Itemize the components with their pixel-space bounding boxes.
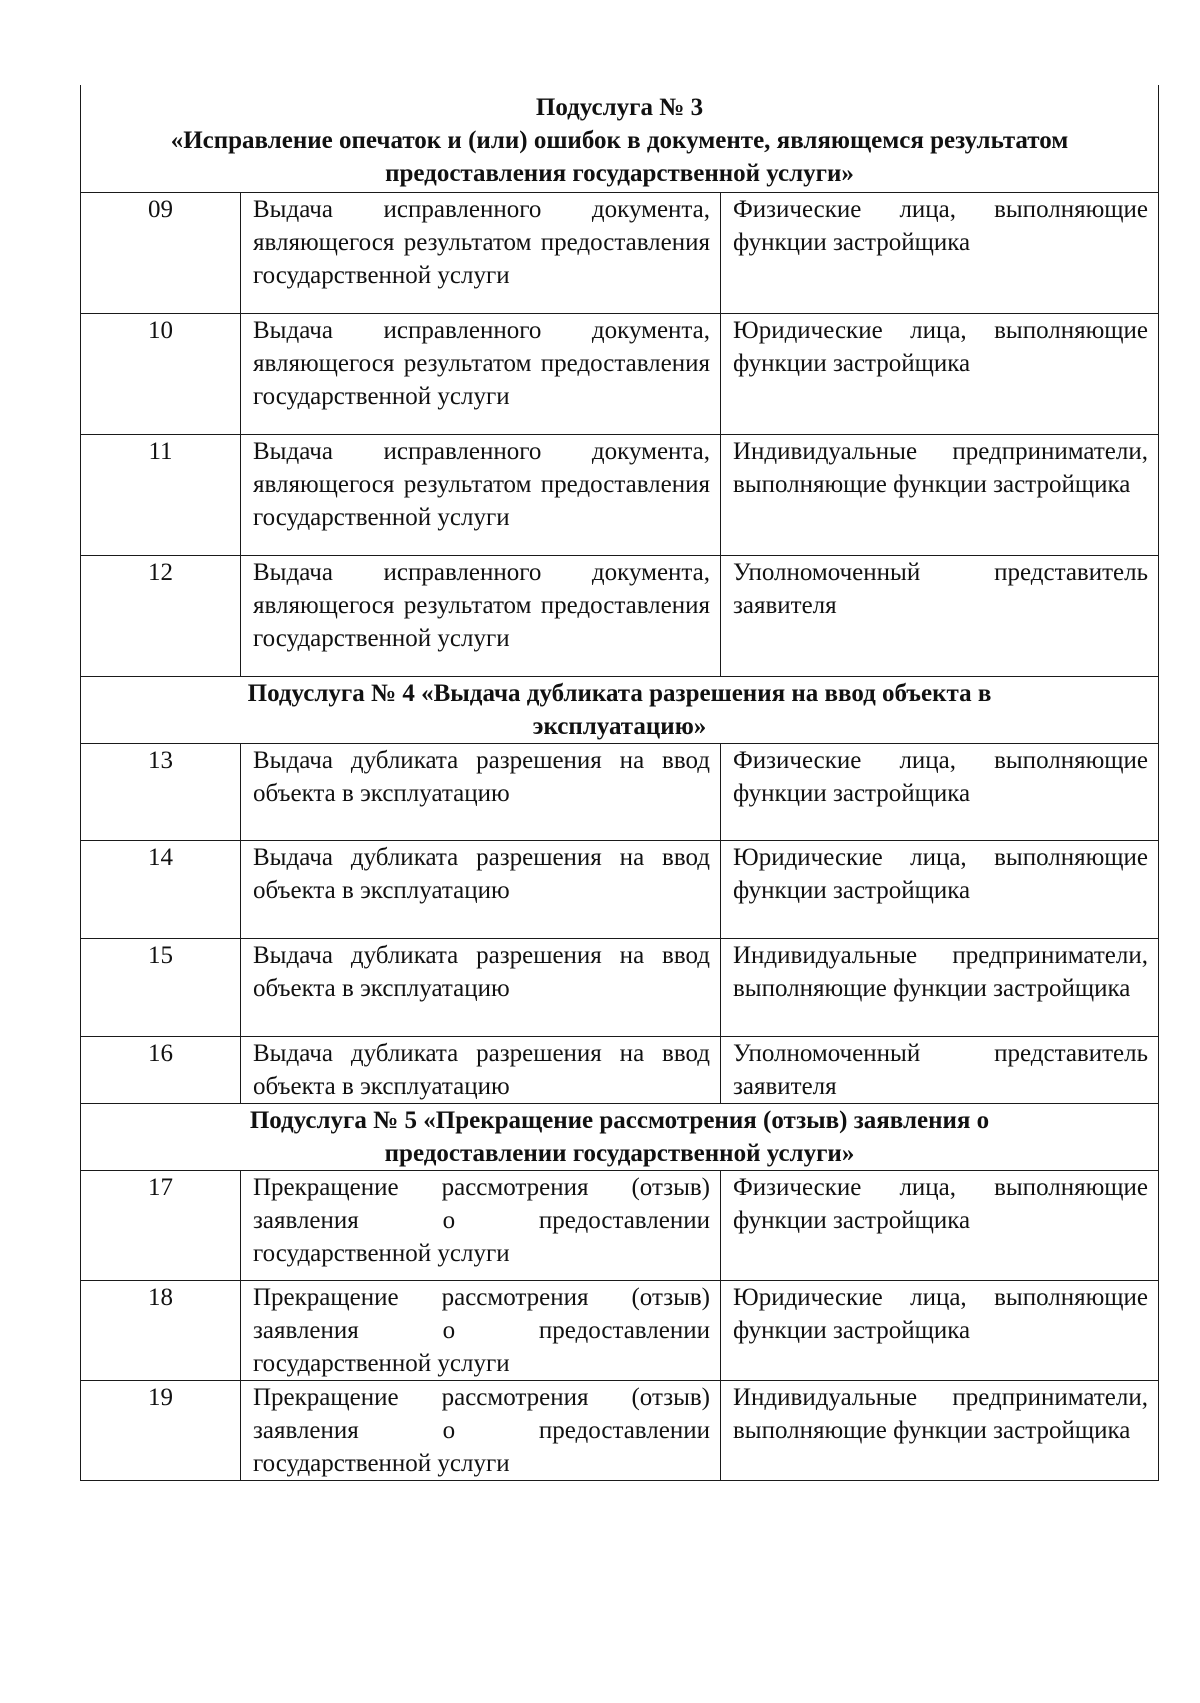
row-description: Выдача исправленного документа, являющегося результатом предоставления государственной услуги xyxy=(241,314,721,435)
table-row xyxy=(81,1281,1159,1381)
row-description: Выдача исправленного документа, являющегося результатом предоставления государственной услуги xyxy=(241,556,721,677)
section-title-line: Подуслуга № 5 «Прекращение рассмотрения (отзыв) заявления о xyxy=(249,1107,990,1134)
row-number: 17 xyxy=(81,1171,241,1281)
services-table xyxy=(80,85,1159,1481)
row-applicant: Юридические лица, выполняющие функции застройщика xyxy=(721,1281,1159,1381)
section-title xyxy=(81,85,1159,193)
table-row xyxy=(81,744,1159,841)
row-number: 10 xyxy=(81,314,241,435)
row-number: 13 xyxy=(81,744,241,841)
row-number: 16 xyxy=(81,1037,241,1104)
row-applicant: Уполномоченный представитель заявителя xyxy=(721,556,1159,677)
row-description: Выдача исправленного документа, являющегося результатом предоставления государственной услуги xyxy=(241,435,721,556)
row-applicant: Физические лица, выполняющие функции застройщика xyxy=(721,744,1159,841)
table-row xyxy=(81,939,1159,1037)
section-header-4 xyxy=(81,677,1159,744)
section-title xyxy=(81,1104,1159,1171)
row-description: Выдача исправленного документа, являющегося результатом предоставления государственной услуги xyxy=(241,193,721,314)
section-title xyxy=(81,677,1159,744)
row-number: 18 xyxy=(81,1281,241,1381)
row-applicant: Индивидуальные предприниматели, выполняющие функции застройщика xyxy=(721,435,1159,556)
table-row xyxy=(81,1037,1159,1104)
section-title-line: предоставления государственной услуги» xyxy=(385,160,854,187)
section-header-3 xyxy=(81,85,1159,193)
row-number: 15 xyxy=(81,939,241,1037)
row-description: Прекращение рассмотрения (отзыв) заявления о предоставлении государственной услуги xyxy=(241,1381,721,1481)
row-number: 12 xyxy=(81,556,241,677)
row-description: Прекращение рассмотрения (отзыв) заявления о предоставлении государственной услуги xyxy=(241,1281,721,1381)
row-description: Прекращение рассмотрения (отзыв) заявления о предоставлении государственной услуги xyxy=(241,1171,721,1281)
row-description: Выдача дубликата разрешения на ввод объекта в эксплуатацию xyxy=(241,1037,721,1104)
row-number: 19 xyxy=(81,1381,241,1481)
row-applicant: Индивидуальные предприниматели, выполняющие функции застройщика xyxy=(721,1381,1159,1481)
row-description: Выдача дубликата разрешения на ввод объекта в эксплуатацию xyxy=(241,841,721,939)
row-description: Выдача дубликата разрешения на ввод объекта в эксплуатацию xyxy=(241,744,721,841)
row-applicant: Юридические лица, выполняющие функции застройщика xyxy=(721,314,1159,435)
table-row xyxy=(81,841,1159,939)
row-applicant: Юридические лица, выполняющие функции застройщика xyxy=(721,841,1159,939)
section-title-line: Подуслуга № 4 «Выдача дубликата разрешения на ввод объекта в xyxy=(247,680,992,707)
table-row xyxy=(81,1381,1159,1481)
section-title-line: эксплуатацию» xyxy=(532,713,707,740)
section-title-line: предоставлении государственной услуги» xyxy=(384,1140,855,1167)
table-row xyxy=(81,314,1159,435)
row-applicant: Уполномоченный представитель заявителя xyxy=(721,1037,1159,1104)
row-description: Выдача дубликата разрешения на ввод объекта в эксплуатацию xyxy=(241,939,721,1037)
section-title-line: Подуслуга № 3 xyxy=(535,94,704,121)
row-applicant: Индивидуальные предприниматели, выполняющие функции застройщика xyxy=(721,939,1159,1037)
table-row xyxy=(81,193,1159,314)
table-row xyxy=(81,556,1159,677)
section-title-line: «Исправление опечаток и (или) ошибок в документе, являющемся результатом xyxy=(170,127,1069,154)
row-applicant: Физические лица, выполняющие функции застройщика xyxy=(721,193,1159,314)
row-number: 09 xyxy=(81,193,241,314)
row-number: 14 xyxy=(81,841,241,939)
row-applicant: Физические лица, выполняющие функции застройщика xyxy=(721,1171,1159,1281)
table-row xyxy=(81,1171,1159,1281)
table-row xyxy=(81,435,1159,556)
row-number: 11 xyxy=(81,435,241,556)
section-header-5 xyxy=(81,1104,1159,1171)
